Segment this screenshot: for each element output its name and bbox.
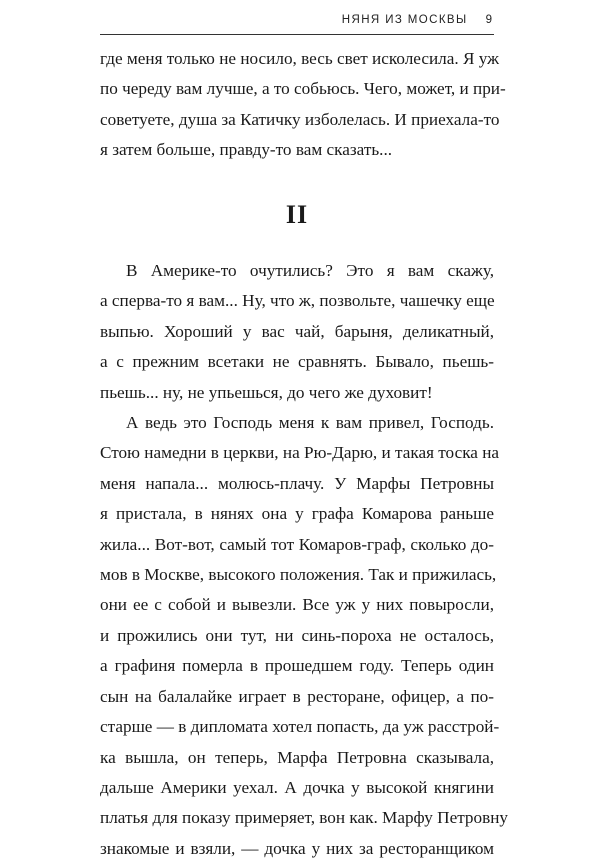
running-title: НЯНЯ ИЗ МОСКВЫ <box>341 14 468 26</box>
page-number: 9 <box>485 14 492 26</box>
text-line: А ведь это Господь меня к вам привел, Господь. <box>126 413 494 433</box>
chapter-body <box>100 256 509 864</box>
text-line: по череду вам лучше, а то собьюсь. Чего, может, и при- <box>100 79 506 99</box>
text-line: советуете, душа за Катичку изболелась. И приехала-то <box>100 109 500 129</box>
text-line: платья для показу примеряет, вон как. Марфу Петровну <box>100 808 509 828</box>
text-line: В Америке-то очутились? Это я вам скажу, <box>126 261 494 280</box>
text-line: и прожились они тут, ни синь-пороха не осталось, <box>100 625 494 645</box>
text-line: старше — в дипломата хотел попасть, да уж расстрой- <box>100 717 500 737</box>
text-line: ка вышла, он теперь, Марфа Петровна сказывала, <box>100 747 494 767</box>
text-line: а с прежним всетаки не сравнять. Бывало, пьешь- <box>100 352 494 372</box>
text-line: знакомые и взяли, — дочка у них за ресторанщиком <box>100 838 494 858</box>
text-line: Стою намедни в церкви, на Рю-Дарю, и такая тоска на <box>100 443 500 463</box>
text-line: они ее с собой и вывезли. Все уж у них повыросли, <box>100 595 494 615</box>
text-line: меня напала... молюсь-плачу. У Марфы Петровны <box>100 473 494 493</box>
chapter-heading: II <box>285 200 309 229</box>
text-line: я пристала, в нянях она у графа Комарова раньше <box>100 504 494 524</box>
text-line: где меня только не носило, весь свет исколесила. Я уж <box>100 49 499 68</box>
text-line: пьешь... ну, не упьешься, до чего же духовит! <box>100 382 433 402</box>
text-line: а сперва-то я вам... Ну, что ж, позвольте, чашечку еще <box>100 291 495 311</box>
text-line: мов в Москве, высокого положения. Так и прижилась, <box>100 565 497 585</box>
text-line: а графиня померла в прошедшем году. Теперь один <box>100 656 494 676</box>
text-line: жила... Вот-вот, самый тот Комаров-граф, сколько до- <box>100 534 494 554</box>
running-head <box>342 14 492 26</box>
intro-paragraph <box>100 44 506 166</box>
text-line: дальше Америки уехал. А дочка у высокой княгини <box>100 777 494 797</box>
text-line: сын на балалайке играет в ресторане, офицер, а по- <box>100 686 494 706</box>
header-rule <box>100 34 494 35</box>
text-line: я затем больше, правду-то вам сказать... <box>100 140 393 160</box>
text-line: выпью. Хороший у вас чай, барыня, деликатный, <box>100 321 494 341</box>
